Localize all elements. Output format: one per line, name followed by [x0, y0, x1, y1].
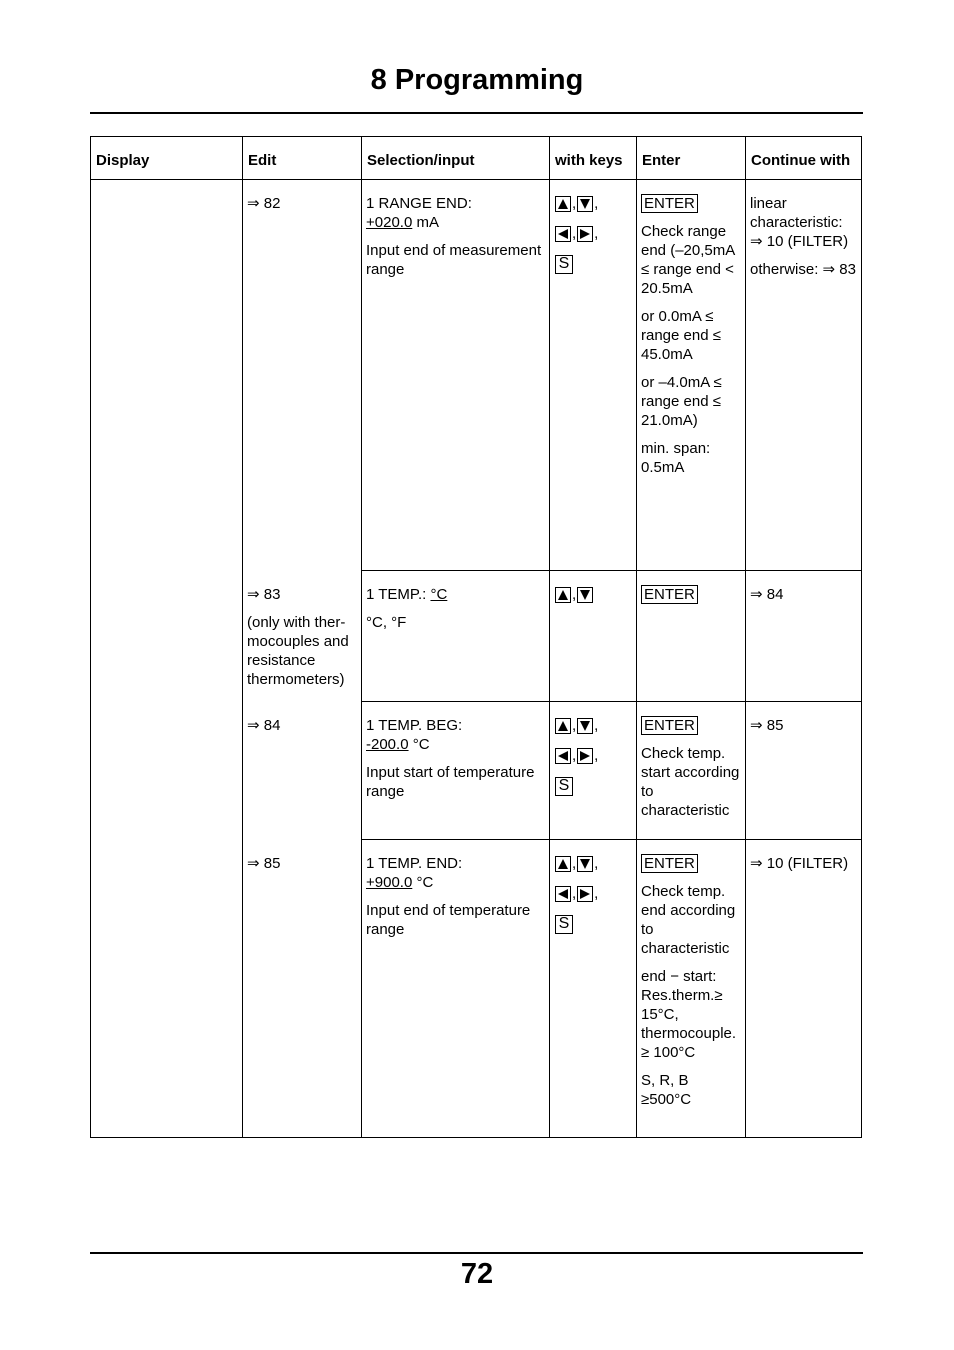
selection-label: 1 RANGE END:	[366, 195, 472, 212]
selection-cell	[362, 571, 550, 702]
enter-note: Check temp. end according to characteristic	[641, 883, 736, 957]
s-key-icon: S	[555, 255, 573, 274]
display-cell	[91, 180, 243, 1138]
header-rule	[90, 112, 863, 114]
selection-cell	[362, 840, 550, 1138]
enter-cell	[637, 702, 746, 840]
footer-rule	[90, 1252, 863, 1254]
edit-ref: ⇒ 85	[247, 854, 281, 872]
table-row	[91, 180, 862, 571]
col-header-enter: Enter	[637, 137, 746, 180]
page-number: 72	[460, 1258, 494, 1290]
continue-cell	[746, 840, 862, 1138]
continue-cell	[746, 702, 862, 840]
enter-note: Check range end (–20,5mA ≤ range end < 20.5mA	[641, 223, 735, 297]
enter-key-label: ENTER	[641, 585, 698, 604]
arrow-down-key-icon	[577, 196, 593, 212]
enter-cell	[637, 571, 746, 702]
selection-label-line	[366, 585, 545, 604]
edit-note: (only with ther-mocouples and resistance thermometers)	[247, 613, 349, 688]
enter-cell	[637, 840, 746, 1138]
continue-ref: linear characteristic: ⇒ 10 (FILTER)	[750, 195, 849, 250]
s-key-icon: S	[555, 915, 573, 934]
edit-ref: ⇒ 84	[247, 716, 281, 734]
selection-value: -200.0	[366, 736, 409, 753]
arrow-up-key-icon	[555, 196, 571, 212]
selection-description: Input end of temperature range	[366, 902, 531, 938]
keys-cell: , , , , S	[550, 840, 637, 1138]
selection-value: °C	[430, 586, 448, 603]
edit-cell	[243, 840, 362, 1138]
enter-note: Check temp. start according to characteristic	[641, 745, 740, 819]
selection-cell	[362, 702, 550, 840]
keys-cell: ,	[550, 571, 637, 702]
arrow-down-key-icon	[577, 587, 593, 603]
arrow-left-key-icon	[555, 748, 571, 764]
enter-note: end − start: Res.therm.≥ 15°C, thermocouple. ≥ 100°C	[641, 968, 737, 1061]
keys-cell: , , , , S	[550, 702, 637, 840]
selection-label: 1 TEMP. END:	[366, 855, 463, 872]
col-header-display: Display	[91, 137, 243, 180]
arrow-right-key-icon	[577, 226, 593, 242]
enter-key-label: ENTER	[641, 716, 698, 735]
col-header-edit: Edit	[243, 137, 362, 180]
continue-ref: ⇒ 10 (FILTER)	[750, 855, 849, 872]
selection-label: 1 TEMP.:	[366, 586, 431, 603]
enter-key-label: ENTER	[641, 194, 698, 213]
col-header-selection: Selection/input	[362, 137, 550, 180]
selection-value: +900.0	[366, 874, 413, 891]
selection-label: 1 TEMP. BEG:	[366, 717, 463, 734]
arrow-up-key-icon	[555, 856, 571, 872]
col-header-continue: Continue with	[746, 137, 862, 180]
selection-unit: °C	[408, 736, 430, 753]
selection-description: Input start of temperature range	[366, 764, 535, 800]
arrow-right-key-icon	[577, 748, 593, 764]
edit-ref: ⇒ 82	[247, 195, 281, 212]
arrow-left-key-icon	[555, 226, 571, 242]
edit-ref: ⇒ 83	[247, 585, 281, 603]
continue-ref: ⇒ 85	[750, 717, 784, 734]
enter-note: min. span: 0.5mA	[641, 440, 711, 476]
enter-note: or 0.0mA ≤ range end ≤ 45.0mA	[641, 308, 721, 363]
enter-note: S, R, B ≥500°C	[641, 1072, 692, 1108]
s-key-icon: S	[555, 777, 573, 796]
table-header-row	[91, 137, 862, 180]
arrow-up-key-icon	[555, 718, 571, 734]
selection-unit: mA	[412, 214, 439, 231]
selection-value-line	[366, 735, 545, 754]
programming-table	[90, 136, 862, 1138]
selection-value-line	[366, 873, 545, 892]
edit-cell	[243, 180, 362, 571]
enter-key-label: ENTER	[641, 854, 698, 873]
selection-cell	[362, 180, 550, 571]
arrow-down-key-icon	[577, 718, 593, 734]
arrow-left-key-icon	[555, 886, 571, 902]
arrow-down-key-icon	[577, 856, 593, 872]
arrow-right-key-icon	[577, 886, 593, 902]
continue-ref: otherwise: ⇒ 83	[750, 261, 856, 278]
selection-value-line	[366, 213, 545, 232]
selection-description: Input end of measurement range	[366, 242, 542, 278]
selection-description: °C, °F	[366, 614, 407, 631]
page-title: 8 Programming	[370, 64, 584, 96]
col-header-keys: with keys	[550, 137, 637, 180]
keys-cell: , , , , S	[550, 180, 637, 571]
continue-cell	[746, 571, 862, 702]
edit-cell	[243, 702, 362, 840]
arrow-up-key-icon	[555, 587, 571, 603]
selection-unit: °C	[412, 874, 434, 891]
edit-cell	[243, 571, 362, 702]
selection-value: +020.0	[366, 214, 413, 231]
continue-cell	[746, 180, 862, 571]
enter-note: or –4.0mA ≤ range end ≤ 21.0mA)	[641, 374, 722, 429]
enter-cell	[637, 180, 746, 571]
continue-ref: ⇒ 84	[750, 586, 784, 603]
